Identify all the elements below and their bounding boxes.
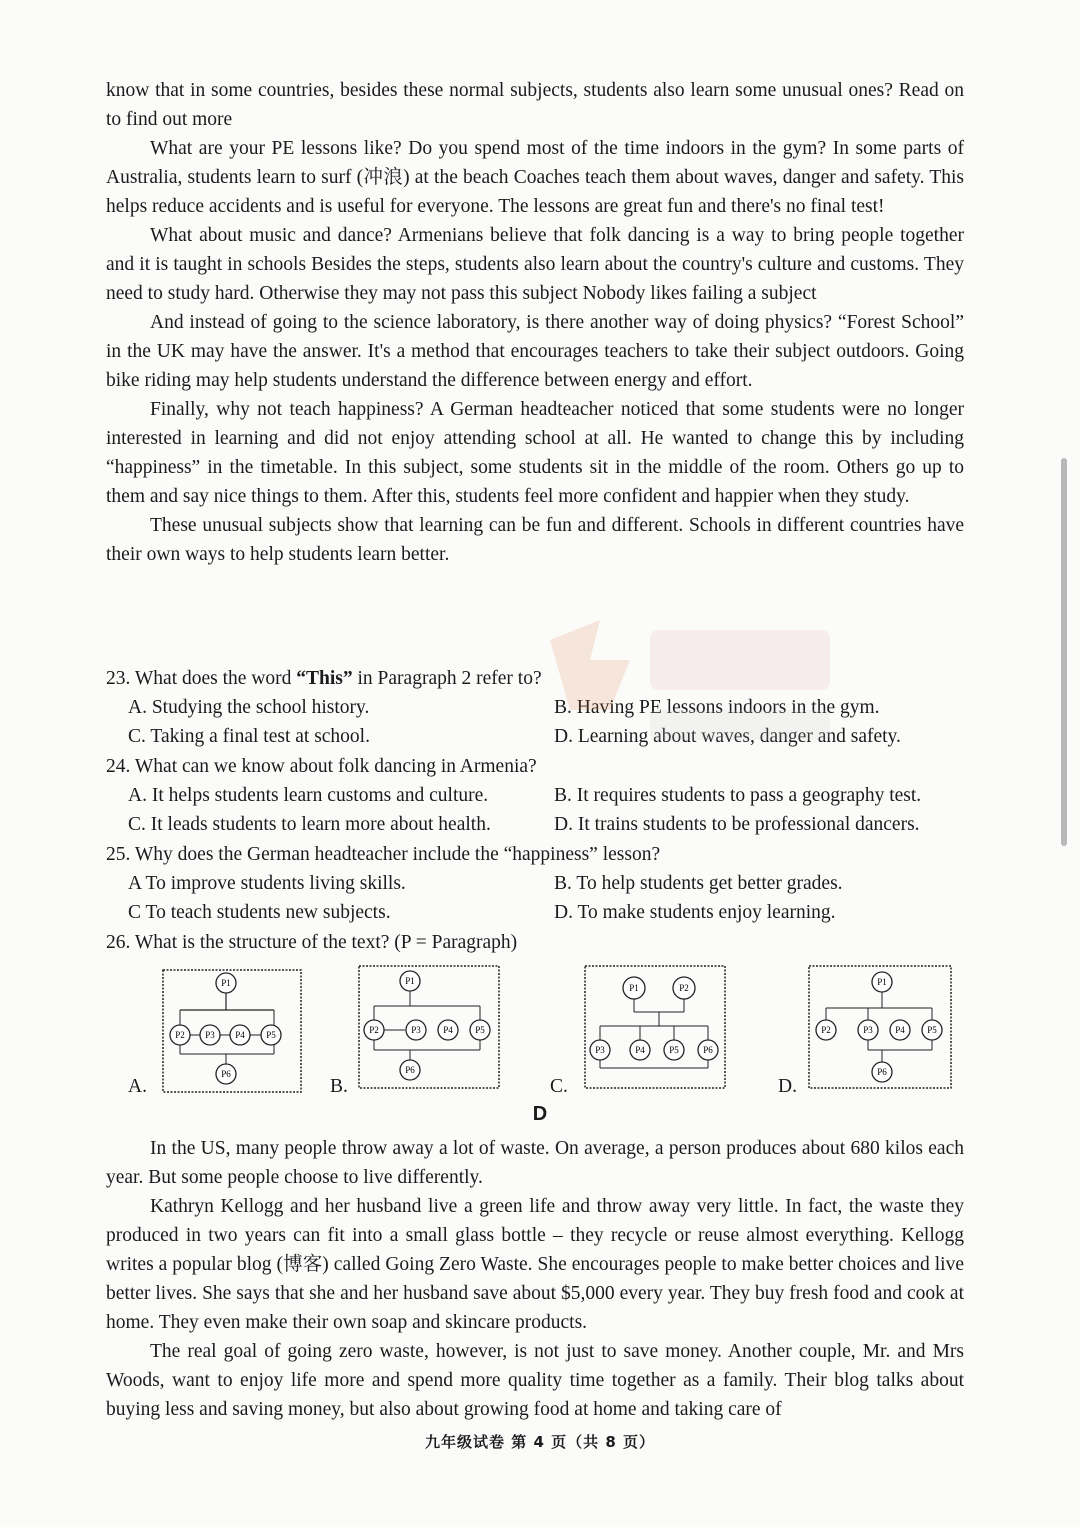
diagram-c-graphic bbox=[584, 964, 734, 1096]
node-p6: P6 bbox=[405, 1065, 415, 1075]
passage-c bbox=[106, 76, 964, 569]
node-p3: P3 bbox=[595, 1045, 605, 1055]
scrollbar[interactable] bbox=[1061, 458, 1067, 846]
node-p5: P5 bbox=[927, 1025, 937, 1035]
node-p6: P6 bbox=[221, 1069, 231, 1079]
node-p2: P2 bbox=[821, 1025, 831, 1035]
node-p1: P1 bbox=[629, 983, 639, 993]
question-stem: 24. What can we know about folk dancing in Armenia? bbox=[106, 756, 537, 777]
option-c: C. It leads students to learn more about health. bbox=[128, 814, 491, 836]
paragraph-d-2: The real goal of going zero waste, however, is not just to save money. Another couple, Mr. and Mrs Woods, want to enjoy life more and spend more quality time together as a family. Their blog talks about buying less and saving money, but also about growing food at home and taking care of bbox=[106, 1341, 964, 1420]
option-b: B. To help students get better grades. bbox=[554, 873, 843, 895]
diagram-d-graphic bbox=[808, 964, 958, 1096]
question-stem: 25. Why does the German headteacher include the “happiness” lesson? bbox=[106, 844, 661, 865]
node-p5: P5 bbox=[266, 1030, 276, 1040]
node-p4: P4 bbox=[895, 1025, 905, 1035]
paragraph-d-1: Kathryn Kellogg and her husband live a green life and throw away very little. In fact, the waste they produced in two years can fit into a small glass bottle – they recycle or reuse almost everything. Kellogg writes a popular blog (博客) called Going Zero Waste. She encourages people to make better choices and live better lives. She says that she and her husband save about $5,000 every year. They buy fresh food and cook at home. They even make their own soap and skincare products. bbox=[106, 1196, 964, 1333]
option-a: A. Studying the school history. bbox=[128, 697, 370, 719]
paragraph-c-5: These unusual subjects show that learning can be fun and different. Schools in different countries have their own ways to help students learn better. bbox=[106, 515, 964, 565]
paragraph-c-0: know that in some countries, besides these normal subjects, students also learn some unusual ones? Read on to find out more bbox=[106, 80, 964, 130]
option-b: B. Having PE lessons indoors in the gym. bbox=[554, 697, 880, 719]
node-p4: P4 bbox=[443, 1025, 453, 1035]
option-c: C. Taking a final test at school. bbox=[128, 726, 370, 748]
node-p3: P3 bbox=[411, 1025, 421, 1035]
question-stem bbox=[106, 664, 976, 693]
stem-text: 23. What does the word bbox=[106, 668, 297, 689]
node-p1: P1 bbox=[221, 978, 231, 988]
page-footer: 九年级试卷 第 4 页（共 8 页） bbox=[425, 1433, 655, 1451]
node-p4: P4 bbox=[235, 1030, 245, 1040]
diagram-label: D. bbox=[778, 1076, 797, 1097]
diagram-label: C. bbox=[550, 1076, 568, 1097]
node-p4: P4 bbox=[635, 1045, 645, 1055]
diagram-b-graphic bbox=[358, 964, 508, 1096]
node-p6: P6 bbox=[703, 1045, 713, 1055]
node-p6: P6 bbox=[877, 1067, 887, 1077]
question-stem: 26. What is the structure of the text? (P = Paragraph) bbox=[106, 932, 518, 953]
node-p2: P2 bbox=[175, 1030, 185, 1040]
structure-diagrams bbox=[106, 960, 976, 1105]
paragraph-d-0: In the US, many people throw away a lot of waste. On average, a person produces about 680 kilos each year. But some people choose to live differently. bbox=[106, 1138, 964, 1188]
question-25 bbox=[106, 840, 976, 928]
option-d: D. To make students enjoy learning. bbox=[554, 902, 836, 924]
question-23 bbox=[106, 664, 976, 752]
stem-text: in Paragraph 2 refer to? bbox=[352, 668, 542, 689]
node-p5: P5 bbox=[475, 1025, 485, 1035]
option-c: C To teach students new subjects. bbox=[128, 902, 391, 924]
paragraph-c-1: What are your PE lessons like? Do you spend most of the time indoors in the gym? In some parts of Australia, students learn to surf (冲浪) at the beach Coaches teach them about waves, danger and safety. This helps reduce accidents and is useful for everyone. The lessons are great fun and there's no final test! bbox=[106, 138, 964, 217]
passage-d bbox=[106, 1134, 964, 1424]
option-d: D. Learning about waves, danger and safety. bbox=[554, 726, 901, 748]
node-p3: P3 bbox=[205, 1030, 215, 1040]
diagram-a-graphic bbox=[162, 968, 312, 1100]
node-p2: P2 bbox=[679, 983, 689, 993]
paragraph-c-4: Finally, why not teach happiness? A German headteacher noticed that some students were no longer interested in learning and did not enjoy attending school at all. He wanted to change this by including “happiness” in the timetable. In this subject, some students sit in the middle of the room. Others go up to them and say nice things to them. After this, students feel more confident and happier when they study. bbox=[106, 399, 964, 507]
stem-bold: “This” bbox=[296, 668, 353, 689]
paragraph-c-2: What about music and dance? Armenians believe that folk dancing is a way to bring people together and it is taught in schools Besides the steps, students also learn about the country's culture and customs. They need to study hard. Otherwise they may not pass this subject Nobody likes failing a subject bbox=[106, 225, 964, 304]
node-p1: P1 bbox=[877, 977, 887, 987]
node-p1: P1 bbox=[405, 976, 415, 986]
node-p2: P2 bbox=[369, 1025, 379, 1035]
node-p3: P3 bbox=[863, 1025, 873, 1035]
option-b: B. It requires students to pass a geography test. bbox=[554, 785, 922, 807]
option-a: A To improve students living skills. bbox=[128, 873, 406, 895]
question-26 bbox=[106, 928, 976, 957]
option-d: D. It trains students to be professional dancers. bbox=[554, 814, 920, 836]
section-letter: D bbox=[532, 1103, 548, 1125]
question-24 bbox=[106, 752, 976, 840]
paragraph-c-3: And instead of going to the science laboratory, is there another way of doing physics? “Forest School” in the UK may have the answer. It's a method that encourages teachers to take their subject outdoors. Going bike riding may help students understand the difference between energy and effort. bbox=[106, 312, 964, 391]
option-a: A. It helps students learn customs and culture. bbox=[128, 785, 489, 807]
diagram-label: B. bbox=[330, 1076, 348, 1097]
node-p5: P5 bbox=[669, 1045, 679, 1055]
diagram-label: A. bbox=[128, 1076, 147, 1097]
